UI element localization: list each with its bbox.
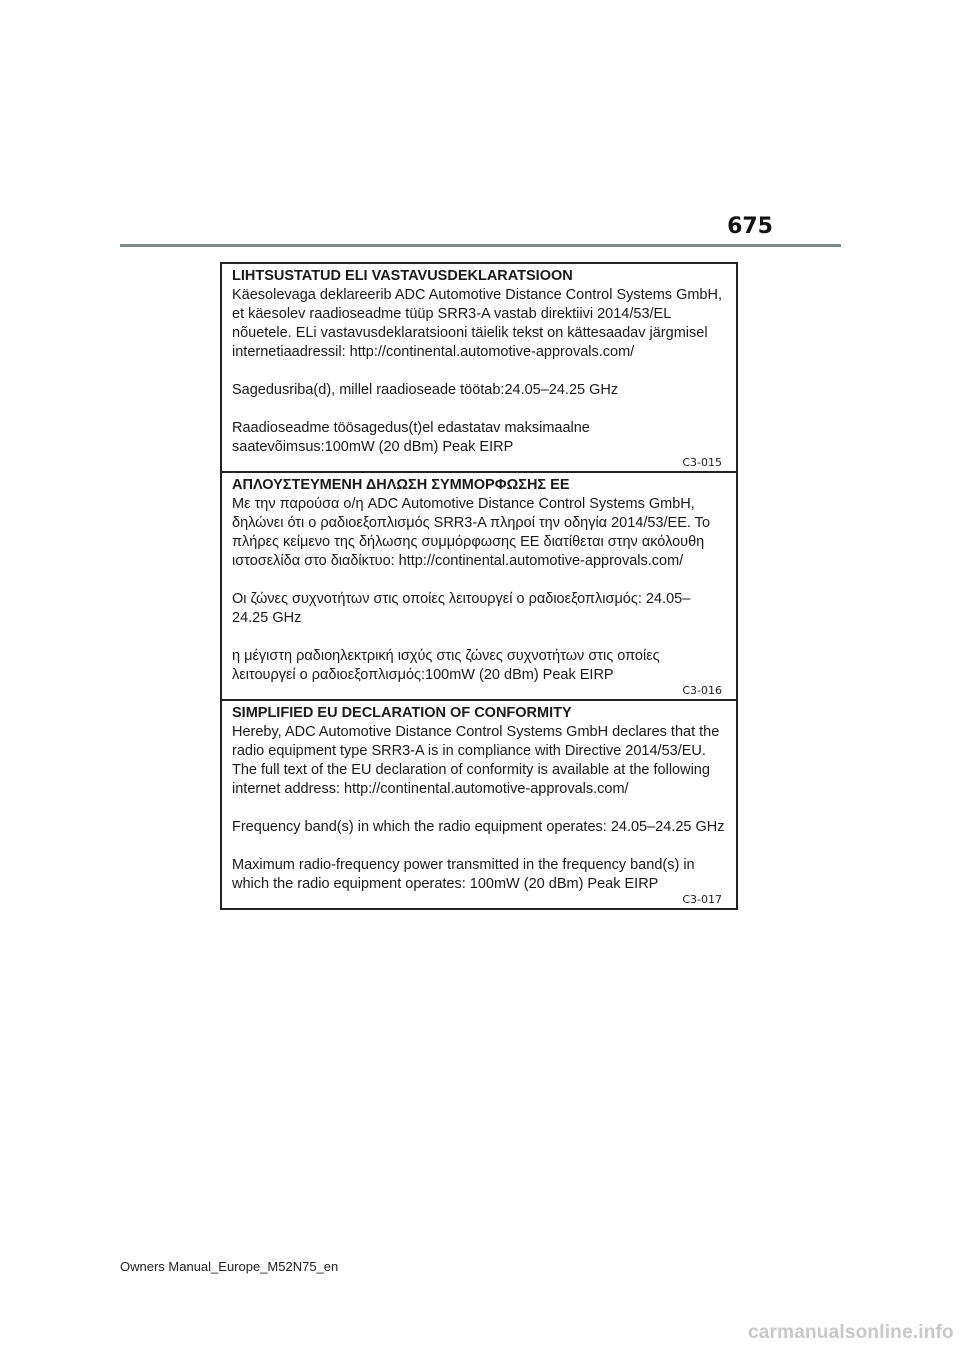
section-title: LIHTSUSTATUD ELI VASTAVUSDEKLARATSIOON — [232, 268, 573, 284]
max-power-paragraph: Raadioseadme töösagedus(t)el edastatav maksimaalne saatevõimsus:100mW (20 dBm) Peak EIRP — [232, 420, 590, 455]
section-title: SIMPLIFIED EU DECLARATION OF CONFORMITY — [232, 705, 572, 721]
max-power-paragraph: Maximum radio-frequency power transmitted in the frequency band(s) in which the radio equipment operates: 100mW (20 dBm) Peak EIRP — [232, 857, 695, 892]
declaration-paragraph: Με την παρούσα ο/η ADC Automotive Distance Control Systems GmbH, δηλώνει ότι ο ραδιοεξοπλισμός SRR3-A πληροί την οδηγία 2014/53/ΕΕ. Το πλήρες κείμενο της δήλωσης συμμόρφωσης ΕΕ διατίθεται στην ακόλουθη ιστοσελίδα στο διαδίκτυο: http://continental.automotive-approvals.com/ — [232, 496, 711, 569]
frequency-band-paragraph: Οι ζώνες συχνοτήτων στις οποίες λειτουργεί ο ραδιοεξοπλισμός: 24.05–24.25 GHz — [232, 591, 691, 626]
frequency-band-paragraph: Sagedusriba(d), millel raadioseade töötab:24.05–24.25 GHz — [232, 382, 619, 398]
greek-declaration-section — [222, 473, 736, 701]
declaration-paragraph: Käesolevaga deklareerib ADC Automotive Distance Control Systems GmbH, et käesolev raadioseadme tüüp SRR3-A vastab direktiivi 2014/53/EL nõuetele. ELi vastavusdeklaratsiooni täielik tekst on kättesaadav järgmisel internetiaadressil: http://continental.automotive-approvals.com/ — [232, 287, 722, 360]
watermark: carmanualsonline.info — [748, 1322, 954, 1343]
figure-code: C3-017 — [682, 893, 722, 906]
frequency-band-paragraph: Frequency band(s) in which the radio equipment operates: 24.05–24.25 GHz — [232, 819, 725, 835]
declaration-paragraph: Hereby, ADC Automotive Distance Control Systems GmbH declares that the radio equipment type SRR3-A is in compliance with Directive 2014/53/EU. The full text of the EU declaration of conformity is available at the following internet address: http://continental.automotive-approvals.com/ — [232, 724, 720, 797]
page-number: 675 — [727, 214, 773, 239]
header-rule — [120, 244, 841, 247]
estonian-declaration-section — [222, 264, 736, 473]
figure-code: C3-015 — [682, 456, 722, 469]
section-title: ΑΠΛΟΥΣΤΕΥΜΕΝΗ ΔΗΛΩΣΗ ΣΥΜΜΟΡΦΩΣΗΣ ΕΕ — [232, 477, 570, 493]
declaration-box — [220, 262, 738, 910]
max-power-paragraph: η μέγιστη ραδιοηλεκτρική ισχύς στις ζώνες συχνοτήτων στις οποίες λειτουργεί ο ραδιοεξοπλισμός:100mW (20 dBm) Peak EIRP — [232, 648, 660, 683]
figure-code: C3-016 — [682, 684, 722, 697]
footer-text: Owners Manual_Europe_M52N75_en — [120, 1259, 339, 1274]
english-declaration-section — [222, 701, 736, 908]
